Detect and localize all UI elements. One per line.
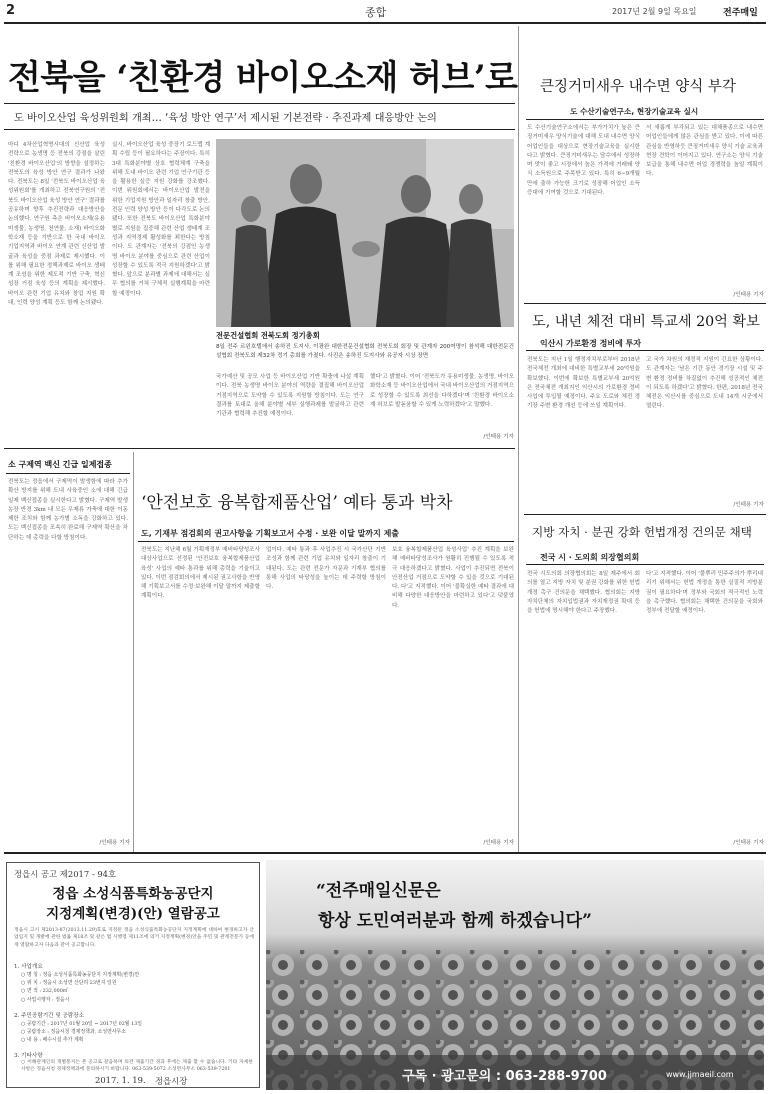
shrimp-text-col1: 도 수산기술연구소에서는 부가가치가 높은 큰징거미새우 양식기술에 대해 도내 내수면 양식 어업인들을 대상으로 현장기술교육을 실시한다고 밝혔다. 큰징거미새우는 담수에서 성장하며 맛이 좋고 시장에서 높은 가격에 거래돼 양식 소득원으로 주목받고 있다. 특히 6∼9개월 만에 출하 가능한 크기로 성장해 어업인 소득 증대에 기여할 것으로 기대된다. (527, 125, 640, 197)
notice-item-place: ○ 공람장소 : 정읍시청 경제정책과, 소성면사무소 (21, 1029, 127, 1036)
ad-slogan-line2: 항상 도민여러분과 함께 하겠습니다” (318, 911, 592, 931)
notice-section1-items (21, 971, 253, 1004)
budget-text-col1: 전북도는 지난 1일 행정자치부로부터 2018년 전국체전 개최에 대비한 특별교부세 20억원을 확보했다. 이번에 확보한 특별교부세 20억원은 전국체전 개최지인 익산시의 가로환경 정비사업에 투입될 예정이다. 주요 도로와 체전 경기장 주변 환경 개선 등에 쓰일 계획이다. (527, 357, 640, 410)
photo-caption-body: 8일 전주 르윈호텔에서 송하진 도지사, 이광완 대한전문건설협회 전북도회 회장 및 관계자 200여명이 참석해 대한전문건설협회 전북도회 제32차 정기 총회를 가졌다. 사진은 송하진 도지사와 유공자 시상 장면 (216, 344, 514, 359)
shrimp-subhead-rule (526, 119, 764, 120)
safety-text-col1: 전북도는 지난해 6월 기획재정부 예비타당성조사 대상사업으로 선정된 '안전보호 융복합제품산업 육성' 사업의 예타 통과를 위해 총력을 기울이고 있다. 이번 점검회의에서 제시된 권고사항을 반영해 기획보고서를 수정·보완해 이달 말까지 제출할 계획이다. (141, 547, 260, 600)
ad-slogan-line1: “전주매일신문은 (316, 881, 441, 901)
council-headline: 지방 자치 · 분권 강화 헌법개정 건의문 채택 (532, 525, 752, 539)
page-number: 2 (6, 3, 16, 18)
safety-byline: /인태용 기자 (483, 840, 514, 846)
lead-text-col4: 했다'고 밝혔다. 이어 '전북도가 유용미생물, 농생명, 바이오화학소재 등 바이오산업에서 국내 바이오산업의 거점지역으로 성장할 수 있도록 최선을 다하겠다'며 '친환경 바이오소재 허브로 발돋움할 수 있게 노력하겠다'고 말했다. (370, 374, 514, 408)
header-rule (4, 22, 766, 24)
column-divider (518, 26, 519, 854)
lead-text-col2: 실시, 바이오산업 육성 중장기 로드맵 계획 수립 등이 필요하다는 주장이다. 특히 3대 특화분야별 상호 협력체계 구축을 위해 도내 바이오 관련 기업 연구기관 등을 활용한 실증 지원 강화를 강조했다. 이번 위원회에서는 바이오산업 발전을 위한 기업지원 방안과 일자리 창출 방안, 전문 인력 양성 방안 등이 다각도로 논의됐다. 또한 전북도 바이오산업 특화분야별로 지원을 집중해 관련 산업 생태계 조성과 지역경제 활성화를 꾀한다는 방침이다. 도 관계자는 '전북의 강점인 농생명 바이오 분야를 중심으로 관련 산업이 성장할 수 있도록 적극 지원하겠다'고 밝혔다. 앞으로 분과별 과제에 대해서는 실무 협의를 거쳐 구체적 실행계획을 마련할 예정이다. (112, 142, 210, 297)
notice-item-name: ○ 명 칭 : 정읍 소성식품특화농공단지 지정계획(변경)안 (21, 972, 140, 978)
notice-signer: 정읍시장 (155, 1076, 188, 1086)
shrimp-headline: 큰징거미새우 내수면 양식 부각 (540, 79, 736, 95)
lead-text-col3: 국가예산 및 공모 사업 등 바이오산업 기반 확충에 나설 계획이다. 전북 농생명 바이오 분야의 역량을 결집해 바이오산업 거점지역으로 도약할 수 있도록 지원할 방침이다. 도는 연구 결과를 토대로 올해 분야별 세부 실행과제를 발굴하고 관련 기관과 협력해 추진할 예정이다. (216, 374, 364, 418)
notice-section2-title: 2. 주민공람기간 및 공람장소 (14, 1013, 85, 1019)
ad-contact: 구독 · 광고문의 : 063-288-9700 (402, 1069, 607, 1084)
council-byline: /인태용 기자 (733, 840, 764, 846)
council-subhead: 전국 시 · 도의회 의장협의회 (540, 553, 640, 562)
council-text-col2: 다'고 지적했다. 이어 '풀뿌리 민주주의가 뿌리내리기 위해서는 헌법 개정을 통한 실질적 지방분권이 필요하다'며 정부와 국회의 적극적인 노력을 촉구했다. 협의회는 채택한 건의문을 국회와 정부에 전달할 예정이다. (646, 571, 763, 615)
notice-date: 2017. 1. 19. (95, 1075, 146, 1085)
notice-item-content: ○ 내 용 : 배수시설 추가 계획 (21, 1037, 84, 1044)
notice-section3-body: ○ 이해관계인의 개별통지는 본 공고로 갈음하며 의견 제출기간 경과 후에는 제출 할 수 없습니다. 기타 자세한 사항은 정읍시청 경제정책과에 문의하시기 바랍니다. 063-539-5072 소성면사무소 063-539-7201 (21, 1060, 253, 1073)
lead-text-col1: 마디 4차산업혁명시대의 신산업 육성 전략으로 농생명 등 전북의 강점을 살린 '친환경 바이오산업'의 방향을 설정하는 전북도의 육성 방안 연구 결과가 나왔다. 전북도는 8일 '전북도 바이오산업 육성위원회'를 개최하고 전북연구원의 '전북도 바이오산업 육성 방안 연구' 결과를 공유하며 향후 추진전략과 대응방안을 논의했다. 연구원 측은 바이오소재(유용 미생물, 농생명, 천연물, 소재) 바이오화학소재 등을 기반으로 한 국내 바이오 기업지역과 바이오 연계 관련 신산업 발굴과 육성을 중점 과제로 제시했다. 이를 위해 필요한 정책과제로 바이오 생태계 조성을 위한 제도적 기반 구축, 혁신성장 거점 육성 등의 계획을 제시했다. 바이오 관련 기업 유치와 창업 지원 확대, 인력 양성 계획 등도 함께 논의됐다. (8, 142, 105, 307)
safety-subhead: 도, 기재부 점검회의 권고사항을 기획보고서 수정 · 보완 이달 말까지 제출 (141, 529, 400, 538)
lead-photo (216, 139, 514, 327)
vaccine-divider (133, 452, 134, 852)
public-notice-box (6, 862, 260, 1088)
notice-title-line1: 정읍 소성식품특화농공단지 (52, 886, 214, 902)
notice-title-line2: 지정계획(변경)(안) 열람공고 (46, 906, 220, 922)
budget-text-col2: 고 국가 차원의 재정적 지원이 긴요한 상황이다. 도 관계자는 '남은 기간 동안 경기장 시설 및 주변 환경 정비를 차질없이 추진해 성공적인 체전이 되도록 하겠다'고 밝혔다. 한편, 2018년 전국체전은 익산시를 중심으로 도내 14개 시군에서 열린다. (646, 357, 763, 410)
lead-byline: /인태용 기자 (483, 434, 514, 440)
lead-headline: 전북을 ‘친환경 바이오소재 허브’로 (8, 58, 518, 98)
shrimp-subhead: 도 수산기술연구소, 현장기술교육 실시 (570, 107, 699, 116)
photo-caption-title: 전문건설협회 전북도회 정기총회 (216, 331, 320, 340)
section-name: 종합 (365, 6, 387, 19)
shrimp-byline: /인태용 기자 (733, 292, 764, 298)
notice-section3-title: 3. 기타사항 (14, 1053, 43, 1059)
shrimp-text-col2: 서 새롭게 부각되고 있는 대체품종으로 내수면 어업인들에게 많은 관심을 받고 있다. 이에 따른 관심을 반영하듯 큰징거미새우 양식 기술 교육과 현장 견학이 이어지고 있다. 연구소는 양식 기술 보급을 통해 내수면 어업 경쟁력을 높일 계획이다. (646, 125, 763, 178)
sunflower-ad (266, 860, 764, 1090)
council-subhead-rule (526, 564, 764, 565)
bottom-section-rule (4, 852, 766, 854)
lead-headline-rule (4, 103, 515, 104)
budget-byline: /인태용 기자 (733, 502, 764, 508)
notice-item-area: ○ 면 적 : 232,000㎡ (21, 988, 68, 995)
shrimp-bottom-rule (524, 303, 766, 304)
budget-subhead-rule (526, 350, 764, 351)
safety-text-col2: 업이다. 예타 통과 후 사업추진 시 국가산단 기반 조성과 함께 관련 기업 유치와 일자리 창출이 기대된다. 도는 관련 전문가 자문과 기재부 협의를 통해 사업의 타당성을 높이는 데 주력할 방침이다. (266, 547, 386, 591)
handshake-photo (216, 139, 514, 327)
budget-headline: 도, 내년 체전 대비 특교세 20억 확보 (532, 314, 760, 330)
notice-item-period: ○ 공람기간 : 2017년 01월 20일 ~ 2017년 02월 13일 (21, 1021, 143, 1027)
lead-subhead: 도 바이오산업 육성위원회 개최… ‘육성 방안 연구’서 제시된 기본전략 · 추진과제 대응방안 논의 (14, 113, 437, 124)
vaccine-byline: /인태용 기자 (99, 840, 130, 846)
budget-bottom-rule (524, 514, 766, 515)
paper-name: 전주매일 (723, 8, 758, 18)
notice-section2-items (21, 1020, 253, 1045)
lead-subhead-rule (4, 129, 515, 130)
lead-bottom-rule (4, 448, 515, 449)
notice-item-location: ○ 위 치 : 정읍시 소성면 산단리 23번지 일원 (21, 980, 117, 987)
notice-section1-title: 1. 사업개요 (14, 964, 43, 970)
vaccine-headline: 소 구제역 백신 긴급 일제접종 (8, 460, 112, 469)
safety-subhead-rule (138, 541, 514, 542)
vaccine-rule (6, 473, 130, 474)
council-text-col1: 전국 시도의회 의장협의회는 8일 제주에서 회의를 열고 지방 자치 및 분권 강화를 위한 헌법 개정 촉구 건의문을 채택했다. 협의회는 지방자치단체의 자치입법권과 자치재정권 확대 등을 헌법에 명시해야 한다고 주장했다. (527, 571, 640, 615)
ad-website: www.jjmaeil.com (666, 1070, 734, 1079)
vaccine-text: 전북도는 정읍에서 구제역이 발생함에 따라 추가 확산 방지를 위해 도내 사육중인 소에 대해 긴급 일제 백신접종을 실시한다고 밝혔다. 구제역 발생농장 반경 3km 내 모든 우제류 가축에 대한 이동제한 조치와 함께 농가별 소독을 강화하고 있다. 도는 백신접종을 조속히 완료해 구제역 확산을 차단하는 데 총력을 다할 방침이다. (8, 479, 128, 541)
notice-item-operator: ○ 사업시행자 : 정읍시 (21, 996, 70, 1003)
issue-date: 2017년 2월 9일 목요일 (612, 7, 697, 16)
budget-subhead: 익산시 가로환경 정비에 투자 (540, 339, 642, 348)
notice-body: 정읍시 고시 제2013-87(2013.11.29)호로 지정된 정읍 소성식품특화농공단지 지정계획에 대하여 변경하고자 산업입지 및 개발에 관한 법률 제18조 및 같은 법 시행령 제11조에 의거 지정계획(변경)안을 주민 및 관계전문가 등에게 열람하고자 다음과 같이 공고합니다. (14, 928, 254, 948)
notice-number: 정읍시 공고 제2017 - 94호 (14, 869, 117, 879)
safety-headline: ‘안전보호 융복합제품산업’ 예타 통과 박차 (141, 493, 453, 513)
safety-text-col3: 보호 융복합제품산업 육성사업' 추진 계획을 보완해 예비타당성조사가 원활히 진행될 수 있도록 적극 대응하겠다고 밝혔다. 사업이 추진되면 전북이 안전산업 거점으로 도약할 수 있을 것으로 기대된다. 다'고 지적했다. 이어 '불확실한 예타 결과에 대비해 다양한 대응방안을 마련하고 있다'고 덧붙였다. (392, 547, 514, 609)
